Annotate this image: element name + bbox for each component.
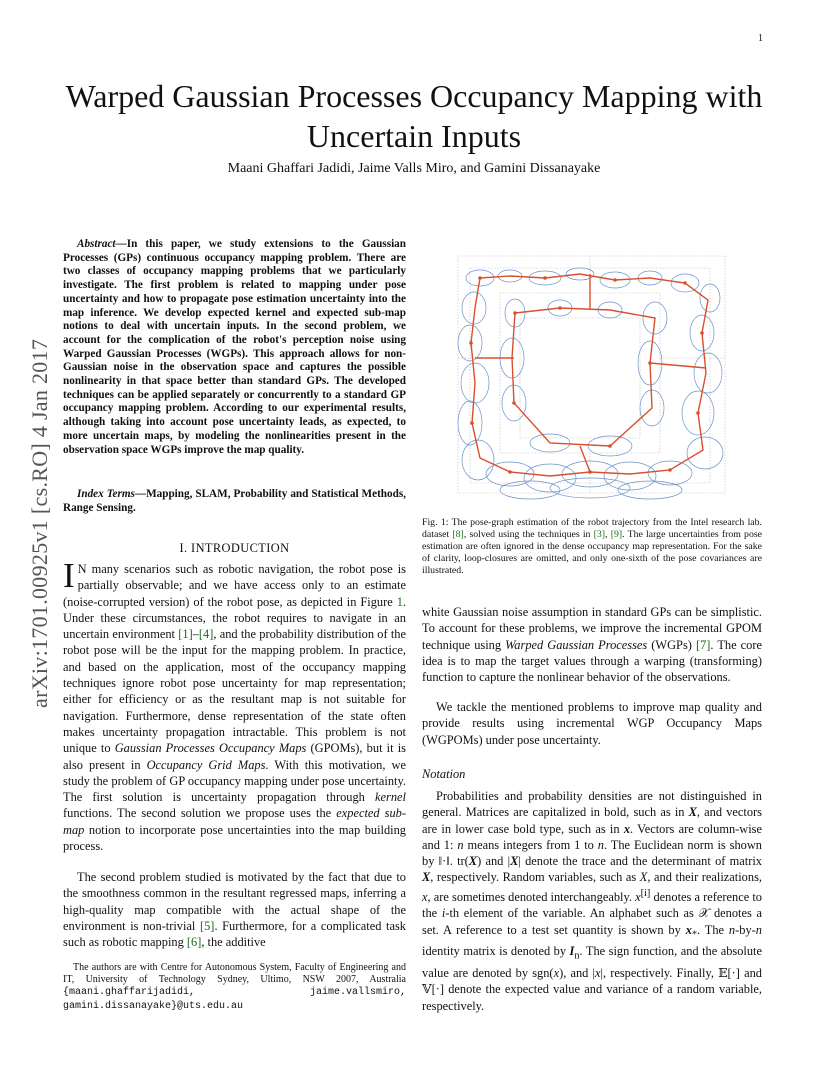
emphasis: expected sub-map — [63, 806, 406, 837]
arxiv-stamp: arXiv:1701.00925v1 [cs.RO] 4 Jan 2017 — [27, 338, 52, 708]
text: . Furthermore, for a complicated task such as robotic mapping — [63, 918, 406, 950]
emphasis: kernel — [375, 790, 406, 805]
notation-paragraph — [422, 788, 762, 1014]
text: Fig. 1: The pose-graph estimation of the robot trajectory from the Intel research lab. dataset — [422, 517, 762, 540]
right-paragraph-2: We tackle the mentioned problems to improve map quality and provide results using incremental WGP Occupancy Maps (WGPOMs) under pose uncertainty. — [422, 700, 762, 747]
index-terms — [63, 488, 406, 515]
math: x — [594, 966, 601, 981]
text: | denote the trace and the determinant of matrix — [518, 854, 762, 869]
citation-link[interactable]: [6] — [186, 935, 202, 950]
pose-graph-figure — [440, 238, 740, 508]
text: , and vectors are in lower case bold type, such as in — [422, 805, 762, 836]
citation-link[interactable]: [9] — [610, 529, 623, 540]
math: X — [468, 854, 478, 869]
math: X — [688, 805, 697, 820]
math: i — [441, 906, 446, 921]
text: . The core idea is to map the target values through a warping (transforming) function to capture the nonlinear behavior of the observations. — [422, 637, 762, 685]
footnote-text: The authors are with Centre for Autonomous System, Faculty of Engineering and IT, University of Technology Sydney, Ultimo, NSW 2007, Australia — [63, 962, 406, 986]
text: , solved using the techniques in — [463, 529, 594, 540]
math: [i] — [640, 887, 651, 899]
figure-caption — [422, 517, 762, 577]
math: x — [422, 889, 428, 904]
citation-link[interactable]: [8] — [452, 529, 464, 540]
notation-heading: Notation — [422, 767, 466, 781]
index-terms-lead: Index Terms — [77, 488, 135, 500]
math: X — [422, 870, 431, 885]
citation-link[interactable]: [5] — [199, 918, 215, 933]
text: (GPOMs), but it is also present in — [63, 741, 406, 772]
text: means integers from 1 to — [463, 837, 598, 852]
math: x — [623, 821, 631, 836]
math: n — [457, 837, 464, 852]
text: , the additive — [201, 935, 266, 950]
emphasis: Gaussian Processes Occupancy Maps — [114, 741, 307, 756]
abstract-text: —In this paper, we study extensions to the Gaussian Processes (GPs) continuous occupancy mapping problem. There are two classes of occupancy mapping problems that we particularly investigate. The first problem is related to mapping under pose uncertainty and how to propagate pose estimation uncertainty into the map inference. We develop expected kernel and expected sub-map notions to deal with uncertain inputs. In the second problem, we account for the complication of the robot's perception noise using Warped Gaussian Processes (WGPs). This approach allows for non-Gaussian noise in the observation space and captures the possible nonlinearity in that space better than standard GPs. The developed techniques can be applied separately or concurrently to a standard GP occupancy mapping problem. According to our experimental results, although taking into account pose uncertainty leads, as expected, to more uncertain maps, by modeling the nonlinearities present in the observation space WGPs improve the map quality. — [63, 238, 406, 456]
text: , — [605, 529, 611, 540]
map-scan-points — [458, 256, 725, 493]
text: , respectively. Random variables, such as — [430, 870, 640, 885]
text: . Under these circumstances, the robot requires to navigate in an uncertain environment — [63, 594, 406, 642]
robot-trajectory — [471, 274, 708, 476]
intro-paragraph-1 — [63, 556, 407, 854]
text: , and the probability distribution of the robot pose will be the input for the mapping problem. In practice, and based on the application, most of the occupancy mapping techniques ignore robot pose uncertainty for map representation; either for efficiency or as the resultant map is not suitable for navigation. Furthermore, dense representation of the state often makes uncertainty propagation intractable. This problem is not unique to — [63, 627, 407, 756]
math: n — [597, 837, 604, 852]
text: . Vectors are column-wise and 1: — [422, 821, 762, 852]
text: white Gaussian noise assumption in standard GPs can be simplistic. To account for these problems, we improve the incremental GPOM technique using — [422, 605, 762, 652]
math: I — [569, 944, 575, 959]
text: notion to incorporate pose uncertainties into the map building process. — [63, 822, 406, 854]
page-number: 1 — [758, 33, 763, 44]
pose-graph-image — [440, 238, 740, 508]
text: -th element of the variable. An alphabet such as 𝒳 denotes a set. A reference to a test set quantity is shown by — [422, 906, 762, 937]
text: |, respectively. Finally, 𝔼[·] and 𝕍[·] denote the expected value and variance of a random variable, respectively. — [422, 966, 762, 1013]
text: ) and | — [477, 854, 511, 869]
text: ), and | — [559, 966, 595, 981]
citation-link[interactable]: [1] — [178, 627, 193, 642]
text: . The Euclidean norm is shown by ‖·‖. tr( — [422, 837, 762, 869]
math: n — [574, 950, 580, 962]
intro-paragraph-2 — [63, 869, 406, 950]
text: identity matrix is denoted by — [422, 944, 570, 959]
math: x — [685, 922, 692, 937]
text: -by- — [735, 922, 756, 937]
figure-ref-link[interactable]: 1 — [396, 594, 403, 609]
citation-link[interactable]: [4] — [198, 627, 214, 642]
section-heading-introduction: I. INTRODUCTION — [179, 541, 290, 555]
math: X — [510, 854, 519, 869]
text: . The large uncertainties from pose estimation are often ignored in the dense occupancy map representation. For the sake of clarity, loop-closures are omitted, and only one-sixth of the pose covariances are illustrated. — [422, 529, 763, 576]
math: * — [691, 928, 698, 940]
abstract — [63, 238, 406, 457]
text: . The — [697, 922, 729, 937]
citation-link[interactable]: [7] — [695, 637, 711, 652]
author-list: Maani Ghaffari Jadidi, Jaime Valls Miro, and Gamini Dissanayake — [227, 161, 601, 176]
text: , are sometimes denoted interchangeably. — [427, 889, 636, 904]
text: – — [192, 627, 199, 642]
math: n — [755, 922, 762, 937]
index-terms-text: —Mapping, SLAM, Probability and Statistical Methods, Range Sensing. — [63, 488, 406, 514]
citation-link[interactable]: [3] — [593, 529, 606, 540]
text: , and their realizations, — [647, 870, 762, 885]
abstract-lead: Abstract — [77, 238, 116, 250]
emphasis: Occupancy Grid Maps — [146, 757, 266, 772]
text: The second problem studied is motivated by the fact that due to the smoothness common in the resultant regressed maps, inferring a high-quality map compatible with the actual shape of the environment is non-trivial — [63, 870, 406, 933]
text: (WGPs) — [647, 637, 696, 652]
drop-cap: I — [63, 556, 75, 595]
math: x — [635, 889, 641, 904]
math: X — [639, 870, 648, 885]
math: n — [728, 922, 736, 937]
affiliation-footnote — [63, 962, 406, 1013]
text: functions. The second solution we propose uses the — [63, 806, 337, 821]
text: . With this motivation, we study the problem of GP occupancy mapping under pose uncertainty. The first solution is uncertainty propagation through — [63, 757, 406, 805]
math: x — [553, 966, 560, 981]
text: Probabilities and probability densities are not distinguished in general. Matrices are capitalized in bold, such as in — [422, 789, 762, 820]
text: denotes a reference to the — [422, 889, 762, 921]
text: N many scenarios such as robotic navigation, the robot pose is partially observable; and we have access only to an estimate (noise-corrupted version) of the robot pose, as depicted in Figure — [63, 562, 406, 609]
right-paragraph-1 — [422, 604, 762, 685]
email-addresses: {maani.ghaffarijadidi, jaime.vallsmiro, gamini.dissanayake}@uts.edu.au — [63, 987, 406, 1012]
emphasis: Warped Gaussian Processes — [505, 637, 648, 652]
text: . The sign function, and the absolute value are denoted by sgn( — [422, 944, 762, 981]
paper-title: Warped Gaussian Processes Occupancy Mapping with Uncertain Inputs — [65, 78, 763, 154]
